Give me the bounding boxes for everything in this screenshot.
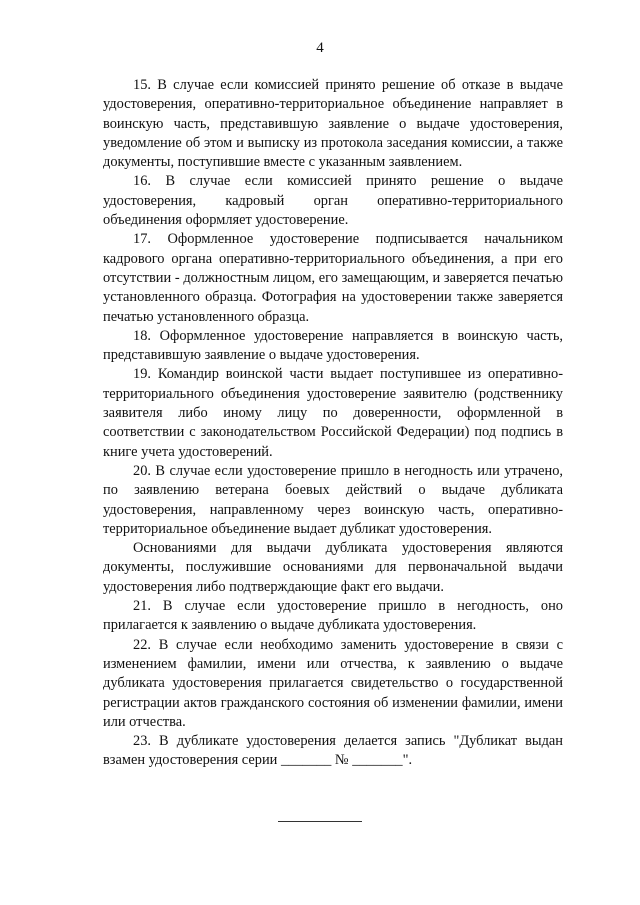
paragraph-21: 21. В случае если удостоверение пришло в негодность, оно прилагается к заявлению о выдаче дубликата удостоверения.: [103, 598, 563, 634]
paragraph-15: 15. В случае если комиссией принято решение об отказе в выдаче удостоверения, оперативно-территориальное объединение направляет в воинскую часть, представившую заявление о выдаче удостоверения, уведомление об этом и выписку из протокола заседания комиссии, а также документы, поступившие вместе с указанным заявлением.: [103, 77, 563, 171]
paragraph-16: 16. В случае если комиссией принято решение о выдаче удостоверения, кадровый орган оперативно-территориального объединения оформляет удостоверение.: [103, 173, 563, 229]
page-number: 4: [316, 40, 324, 56]
paragraph-20: 20. В случае если удостоверение пришло в негодность или утрачено, по заявлению ветерана боевых действий о выдаче дубликата удостоверения, направленному через воинскую часть, оперативно-территориальное объединение выдает дубликат удостоверения.: [103, 462, 563, 537]
end-of-text-rule: [278, 821, 362, 822]
paragraph-17: 17. Оформленное удостоверение подписывается начальником кадрового органа оперативно-территориального объединения, а при его отсутствии - должностным лицом, его замещающим, и заверяется печатью установленного образца. Фотография на удостоверении также заверяется печатью установленного образца.: [103, 231, 563, 325]
paragraph-19: 19. Командир воинской части выдает поступившее из оперативно-территориального объединения удостоверение заявителю (родственнику заявителя либо иному лицу по доверенности, оформленной в соответствии с законодательством Российской Федерации) под подпись в книге учета удостоверений.: [103, 366, 563, 460]
paragraph-23: 23. В дубликате удостоверения делается запись "Дубликат выдан взамен удостоверения серии _______ № _______".: [103, 733, 563, 769]
document-body: [103, 76, 563, 771]
paragraph-22: 22. В случае если необходимо заменить удостоверение в связи с изменением фамилии, имени или отчества, к заявлению о выдаче дубликата удостоверения прилагается свидетельство о государственной регистрации актов гражданского состояния об изменении фамилии, имени или отчества.: [103, 636, 563, 730]
paragraph-20-grounds: Основаниями для выдачи дубликата удостоверения являются документы, послужившие основаниями для первоначальной выдачи удостоверения либо подтверждающие факт его выдачи.: [103, 540, 563, 595]
paragraph-18: 18. Оформленное удостоверение направляется в воинскую часть, представившую заявление о выдаче удостоверения.: [103, 327, 563, 364]
